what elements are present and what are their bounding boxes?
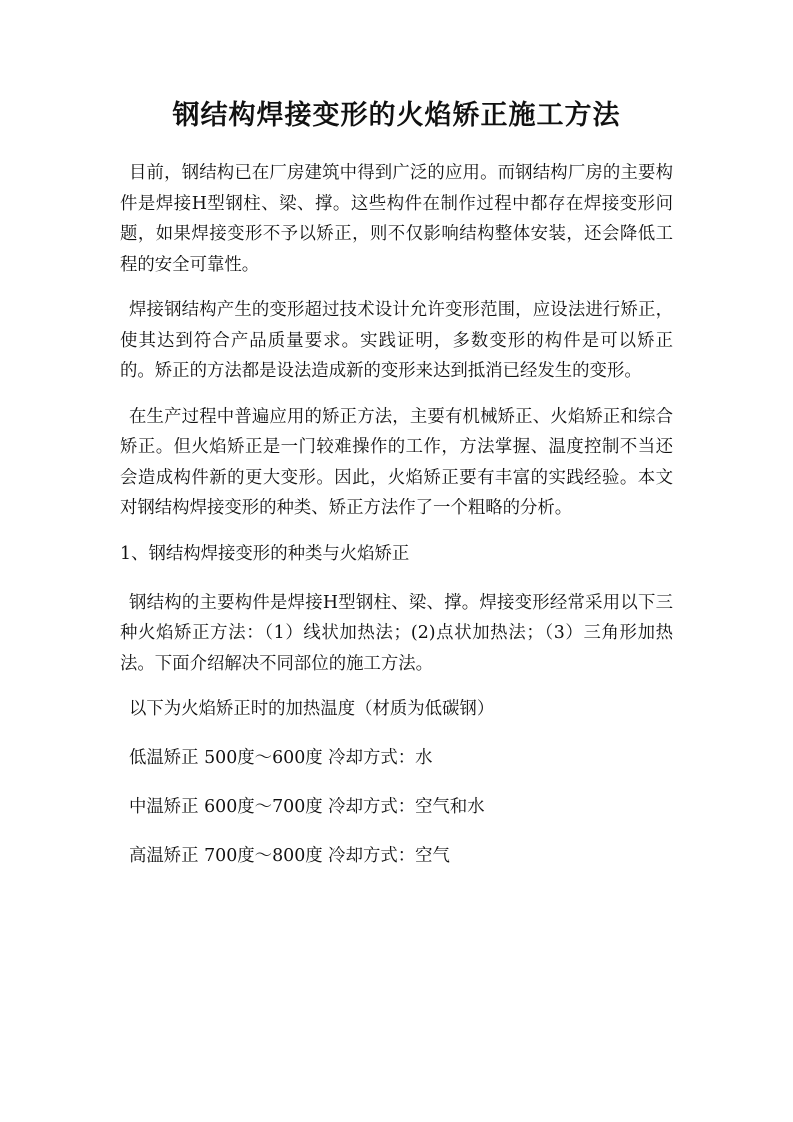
paragraph-correction-principle: 焊接钢结构产生的变形超过技术设计允许变形范围，应设法进行矫正，使其达到符合产品质量要求。实践证明，多数变形的构件是可以矫正的。矫正的方法都是设法造成新的变形来达到抵消已经发生的变形。	[120, 300, 673, 381]
paragraph-correction-methods: 在生产过程中普遍应用的矫正方法，主要有机械矫正、火焰矫正和综合矫正。但火焰矫正是一门较难操作的工作，方法掌握、温度控制不当还会造成构件新的更大变形。因此，火焰矫正要有丰富的实践经验。本文对钢结构焊接变形的种类、矫正方法作了一个粗略的分析。	[120, 406, 673, 518]
temperature-line-medium: 中温矫正 600度～700度 冷却方式：空气和水	[129, 797, 485, 817]
temperature-line-low: 低温矫正 500度～600度 冷却方式：水	[129, 748, 433, 768]
temperature-intro: 以下为火焰矫正时的加热温度（材质为低碳钢）	[129, 699, 495, 719]
temperature-line-high: 高温矫正 700度～800度 冷却方式：空气	[129, 846, 450, 866]
section-heading-1: 1、钢结构焊接变形的种类与火焰矫正	[120, 543, 410, 564]
paragraph-section-1: 钢结构的主要构件是焊接H型钢柱、梁、撑。焊接变形经常采用以下三种火焰矫正方法：（1）线状加热法；(2)点状加热法；（3）三角形加热法。下面介绍解决不同部位的施工方法。	[120, 592, 673, 674]
document-body	[120, 158, 673, 890]
paragraph-intro: 目前，钢结构已在厂房建筑中得到广泛的应用。而钢结构厂房的主要构件是焊接H型钢柱、梁、撑。这些构件在制作过程中都存在焊接变形问题，如果焊接变形不予以矫正，则不仅影响结构整体安装，还会降低工程的安全可靠性。	[120, 163, 673, 275]
document-title: 钢结构焊接变形的火焰矫正施工方法	[172, 100, 621, 131]
